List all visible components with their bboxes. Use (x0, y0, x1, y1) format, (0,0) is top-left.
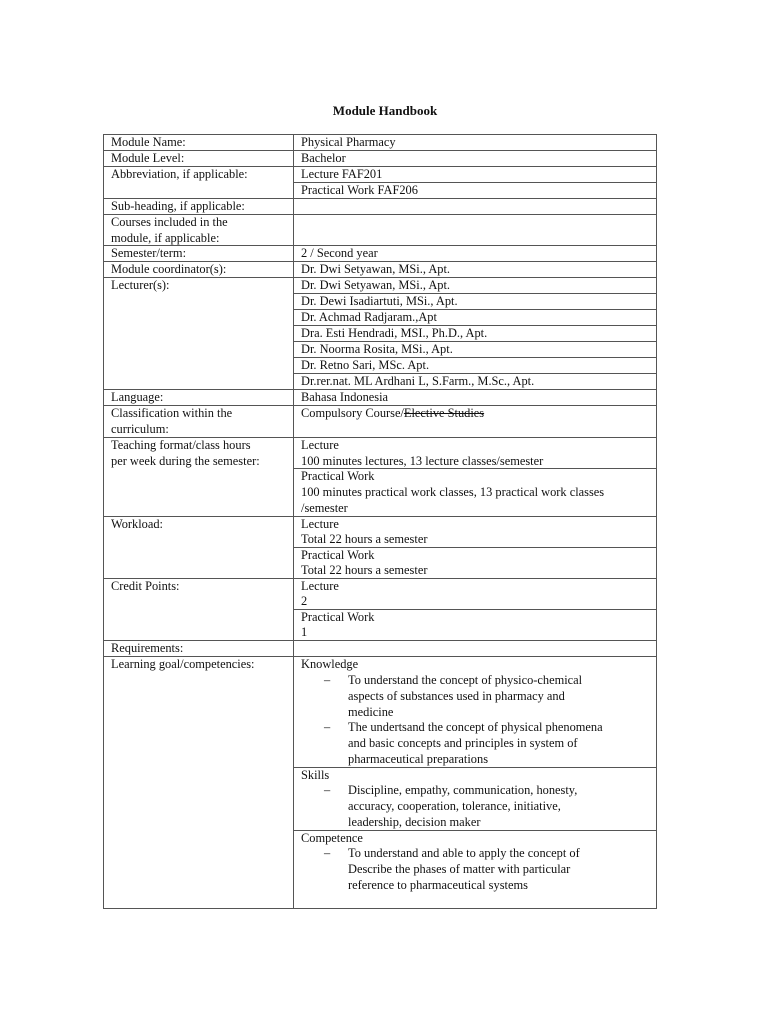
workload-practical-total: Total 22 hours a semester (301, 563, 428, 577)
label-requirements: Requirements: (111, 641, 184, 655)
value-coordinator: Dr. Dwi Setyawan, MSi., Apt. (301, 262, 451, 276)
label-lecturers: Lecturer(s): (111, 278, 170, 292)
teaching-lecture-title: Lecture (301, 438, 339, 452)
competence-item-line2: Describe the phases of matter with particular (348, 862, 571, 876)
knowledge-heading: Knowledge (301, 657, 359, 671)
teaching-practical-detail-line1: 100 minutes practical work classes, 13 practical work classes (301, 485, 605, 499)
label-workload: Workload: (111, 517, 163, 531)
label-coordinator: Module coordinator(s): (111, 262, 227, 276)
lecturer-item: Dr.rer.nat. ML Ardhani L, S.Farm., M.Sc., Apt. (301, 374, 535, 388)
credits-practical-value: 1 (301, 625, 308, 639)
teaching-practical-detail-line2: /semester (301, 501, 348, 515)
classification-compulsory: Compulsory Course/ (301, 406, 404, 420)
classification-elective-struck: Elective Studies (403, 406, 485, 420)
competence-item-line1: To understand and able to apply the concept of (348, 846, 580, 860)
lecturer-item: Dr. Dwi Setyawan, MSi., Apt. (301, 278, 451, 292)
column-divider (293, 135, 294, 908)
label-language: Language: (111, 390, 164, 404)
knowledge-item-2-line1: The undertsand the concept of physical phenomena (348, 720, 603, 734)
skills-item-line3: leadership, decision maker (348, 815, 481, 829)
knowledge-item-1-line2: aspects of substances used in pharmacy and (348, 689, 565, 703)
label-semester: Semester/term: (111, 246, 187, 260)
workload-lecture-total: Total 22 hours a semester (301, 532, 428, 546)
skills-item-line2: accuracy, cooperation, tolerance, initiative, (348, 799, 561, 813)
bullet-dash: – (324, 720, 331, 734)
value-semester: 2 / Second year (301, 246, 378, 260)
credits-lecture-value: 2 (301, 594, 308, 608)
skills-heading: Skills (301, 768, 330, 782)
teaching-lecture-detail: 100 minutes lectures, 13 lecture classes/semester (301, 454, 544, 468)
value-abbr-practical: Practical Work FAF206 (301, 183, 418, 197)
value-module-level: Bachelor (301, 151, 346, 165)
label-module-name: Module Name: (111, 135, 186, 149)
teaching-practical-title: Practical Work (301, 469, 375, 483)
lecturer-item: Dra. Esti Hendradi, MSI., Ph.D., Apt. (301, 326, 488, 340)
label-sub-heading: Sub-heading, if applicable: (111, 199, 245, 213)
label-teaching-line2: per week during the semester: (111, 454, 260, 468)
credits-lecture-title: Lecture (301, 579, 339, 593)
bullet-dash: – (324, 673, 331, 687)
lecturer-item: Dr. Dewi Isadiartuti, MSi., Apt. (301, 294, 458, 308)
bullet-dash: – (324, 783, 331, 797)
label-classification-line1: Classification within the (111, 406, 233, 420)
competence-heading: Competence (301, 831, 363, 845)
knowledge-item-2-line3: pharmaceutical preparations (348, 752, 489, 766)
label-learning-goal: Learning goal/competencies: (111, 657, 255, 671)
skills-item-line1: Discipline, empathy, communication, honesty, (348, 783, 578, 797)
value-module-name: Physical Pharmacy (301, 135, 396, 149)
knowledge-item-1-line3: medicine (348, 705, 394, 719)
value-classification (301, 406, 661, 422)
workload-lecture-title: Lecture (301, 517, 339, 531)
label-classification-line2: curriculum: (111, 422, 169, 436)
label-module-level: Module Level: (111, 151, 185, 165)
label-courses-line1: Courses included in the (111, 215, 228, 229)
label-courses-line2: module, if applicable: (111, 231, 220, 245)
module-table (103, 134, 657, 909)
competence-item-line3: reference to pharmaceutical systems (348, 878, 528, 892)
label-teaching-line1: Teaching format/class hours (111, 438, 251, 452)
label-abbreviation: Abbreviation, if applicable: (111, 167, 248, 181)
credits-practical-title: Practical Work (301, 610, 375, 624)
page-title: Module Handbook (332, 103, 438, 118)
label-credit-points: Credit Points: (111, 579, 180, 593)
value-language: Bahasa Indonesia (301, 390, 389, 404)
lecturer-item: Dr. Retno Sari, MSc. Apt. (301, 358, 430, 372)
lecturer-item: Dr. Achmad Radjaram.,Apt (301, 310, 437, 324)
workload-practical-title: Practical Work (301, 548, 375, 562)
knowledge-item-2-line2: and basic concepts and principles in system of (348, 736, 578, 750)
knowledge-item-1-line1: To understand the concept of physico-chemical (348, 673, 583, 687)
bullet-dash: – (324, 846, 331, 860)
lecturer-item: Dr. Noorma Rosita, MSi., Apt. (301, 342, 453, 356)
value-abbr-lecture: Lecture FAF201 (301, 167, 383, 181)
